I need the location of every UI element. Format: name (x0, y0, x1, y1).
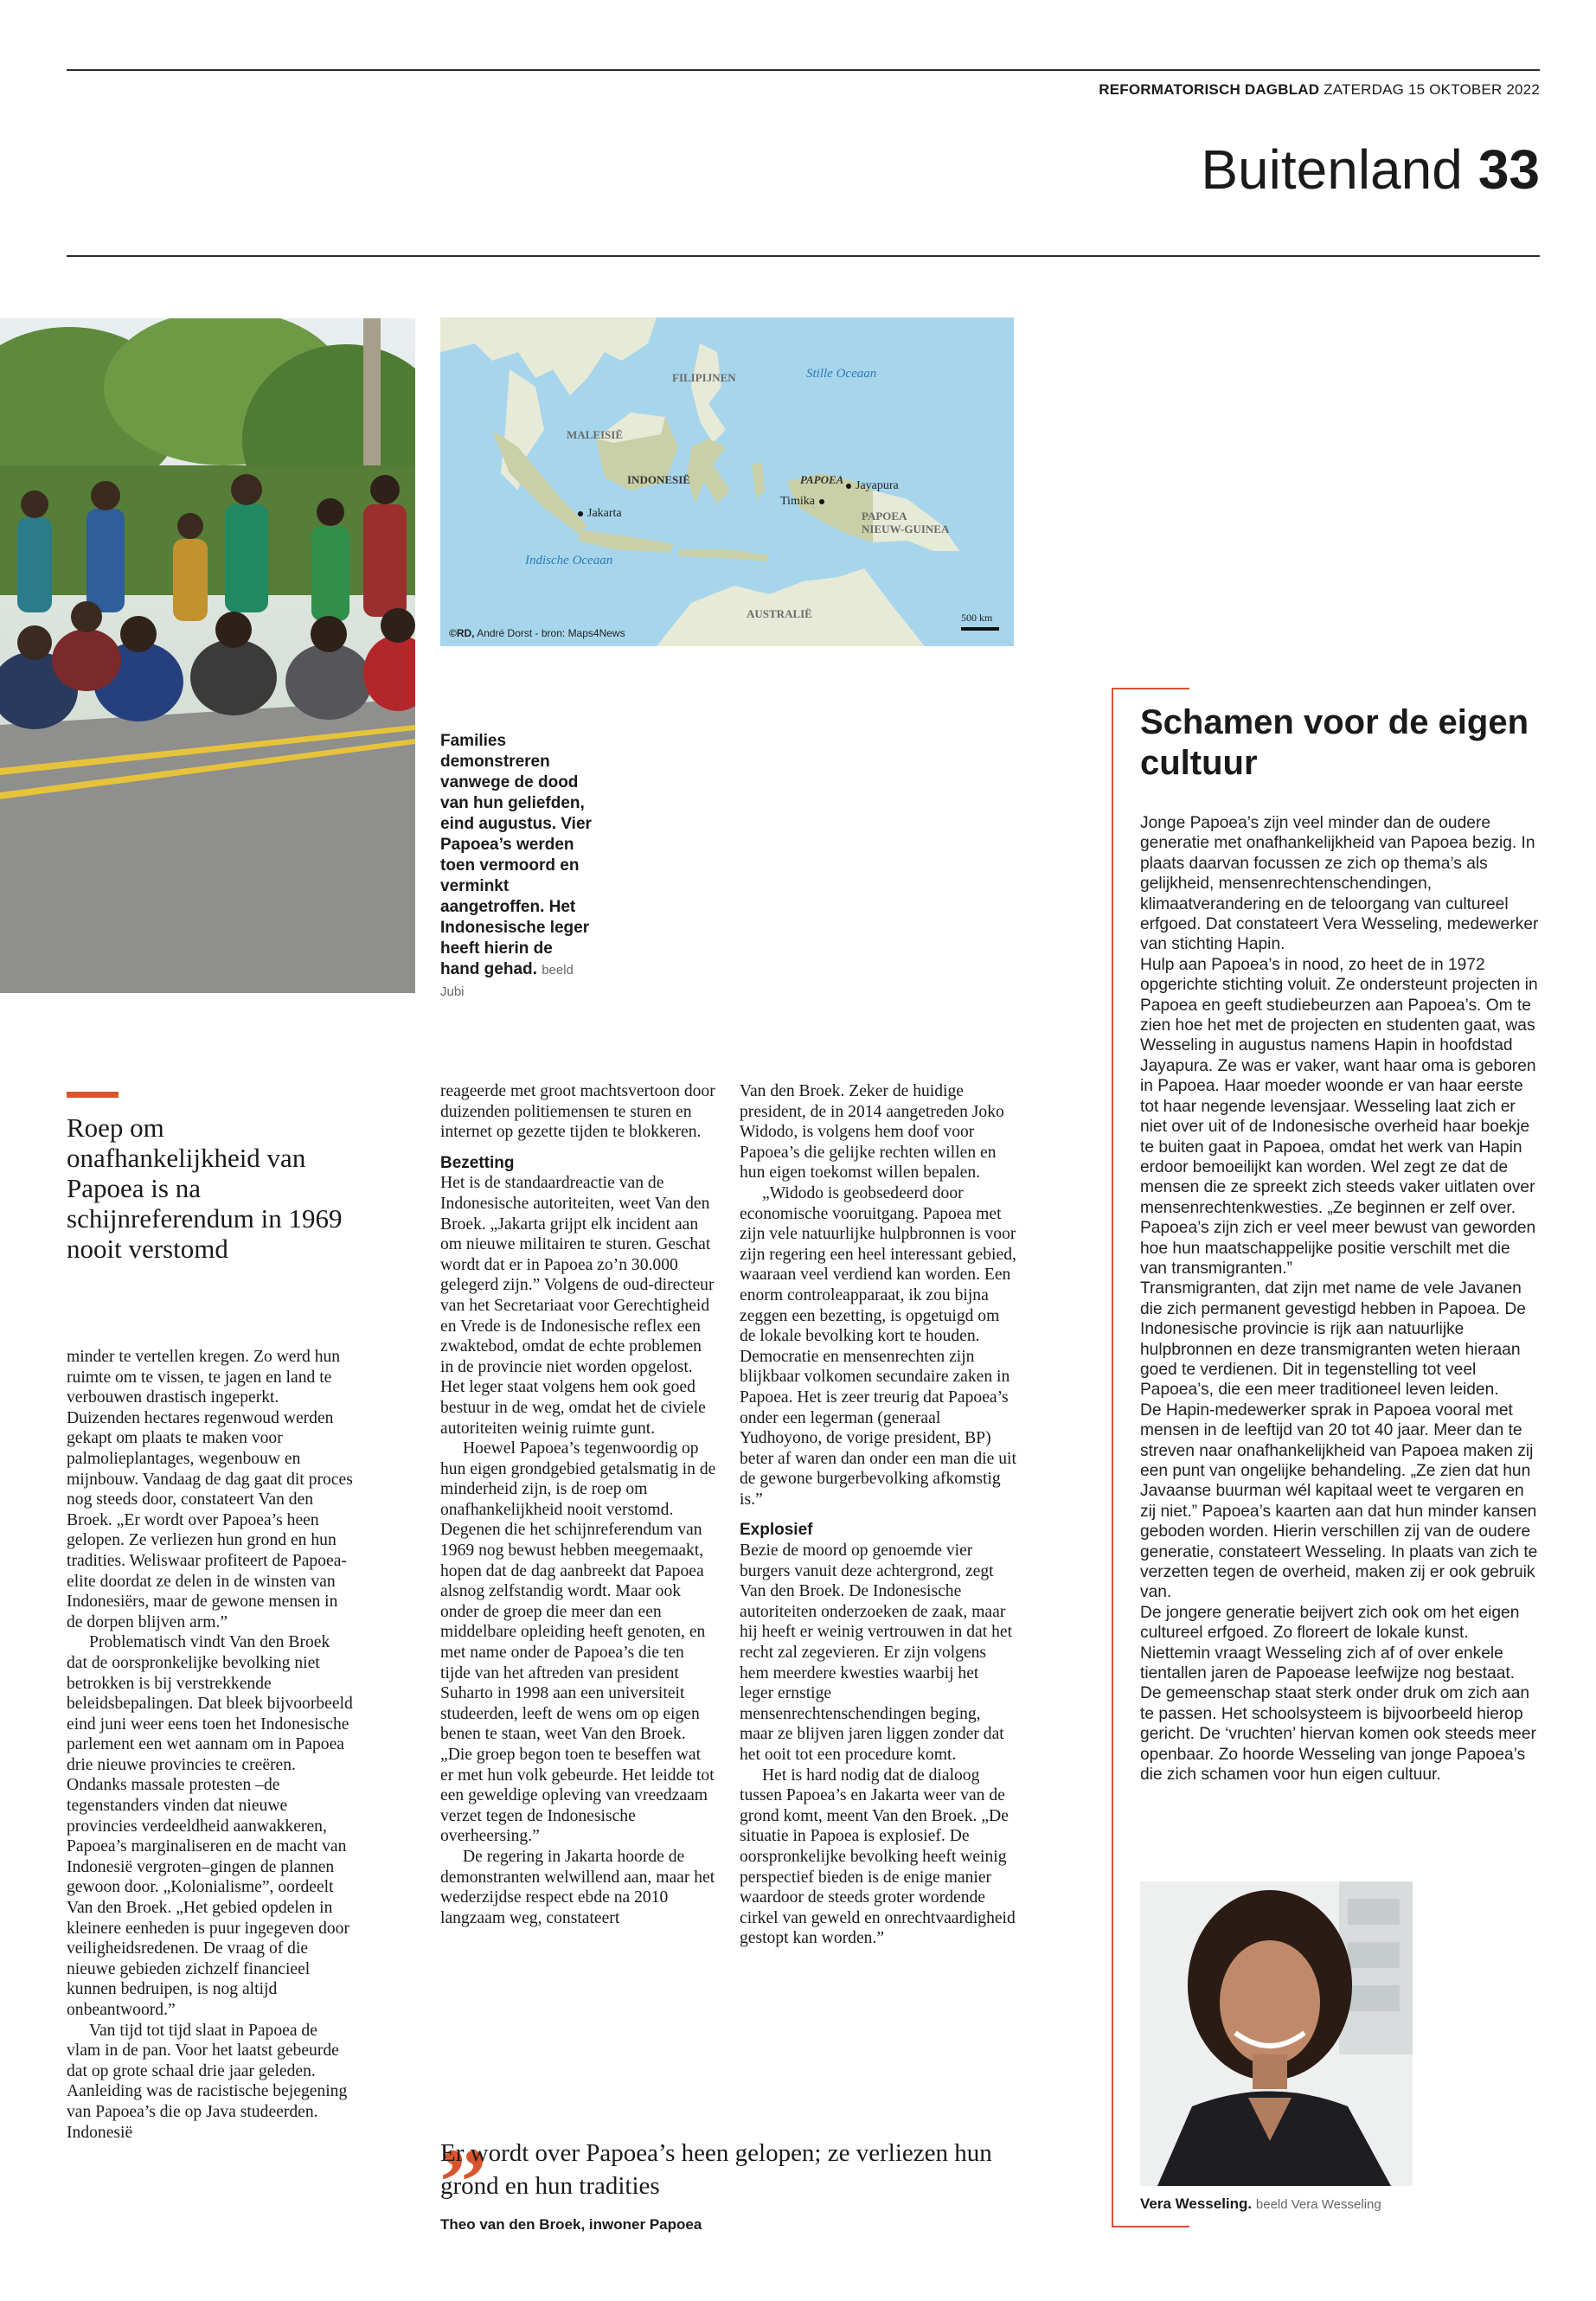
city-dot-icon (578, 511, 583, 516)
article-paragraph: Hoewel Papoea’s tegenwoordig op hun eigen grondgebied getalsmatig in de minderheid zijn, is de roep om onafhankelijkheid nooit verstomd. Degenen die het schijnreferendum van 1969 nog bewust hebben meegemaakt, hopen dat de dag aanbreekt dat Papoea alsnog zelfstandig wordt. Maar ook onder de groep die meer dan een middelbare opleiding heeft genoten, en met name onder de Papoea’s die ten tijde van het aftreden van president Suharto in 1998 aan een universiteit studeerden, leeft de wens om op eigen benen te staan, weet Van den Broek. „Die groep begon toen te beseffen wat er met hun volk gebeurde. Het leidde tot een geweldige opleving van vreedzaam verzet tegen de Indonesische overheersing.” (440, 1439, 716, 1846)
map-label-png: PAPOEA NIEUW-GUINEA (862, 510, 950, 535)
issue-date: ZATERDAG 15 OKTOBER 2022 (1324, 81, 1540, 98)
article-paragraph: Bezie de moord op genoemde vier burgers vanuit deze achtergrond, zegt Van den Broek. De Indonesische autoriteiten onderzoeken de zaak, maar hij heeft er weinig vertrouwen in dat het recht zal zegevieren. Er zijn volgens hem meerdere kwesties waarbij het leger ernstige mensenrechtenschendingen beging, maar ze blijven jaren liggen zonder dat het ooit tot een procedure komt. (740, 1541, 1013, 1764)
article-paragraph: Van tijd tot tijd slaat in Papoea de vlam in de pan. Voor het laatst gebeurde dat op grote schaal drie jaar geleden. Aanleiding was de racistische bejegening van Papoea’s die op Java studeerden. Indonesië (67, 2021, 348, 2142)
map-credit: ©RD, André Dorst - bron: Maps4News (449, 627, 625, 639)
sidebar-paragraph: De jongere generatie beijvert zich ook om het eigen cultureel erfgoed. Zo floreert de lokale kunst. Niettemin vraagt Wesseling zich af of over enkele tientallen jaren de Papoease leefwijze nog bestaat. De gemeenschap staat sterk onder druk om zich aan te passen. Het schoolsysteem is bijvoorbeeld hierop gericht. De ‘vruchten’ hiervan komen ook steeds meer openbaar. Zo hoorde Wesseling van jonge Papoea’s die zich schamen voor hun eigen cultuur. (1140, 1603, 1536, 1785)
portrait-credit: beeld Vera Wesseling (1255, 2197, 1381, 2212)
article-paragraph: De regering in Jakarta hoorde de demonstranten welwillend aan, maar het wederzijdse respect ebde na 2010 langzaam weg, constateert (440, 1847, 715, 1927)
article-paragraph: Het is de standaardreactie van de Indonesische autoriteiten, weet Van den Broek. „Jakarta grijpt elk incident aan om nieuwe militairen te sturen. Geschat wordt dat er in Papoea zo’n 30.000 gelegerd zijn.” Volgens de oud-directeur van het Secretariaat voor Gerechtigheid en Vrede is de Indonesische reflex een zwaktebod, omdat de echte problemen in de provincie niet worden opgelost. Het leger staat volgens hem ook goed bestuur in de weg, omdat het de civiele autoriteiten weinig ruimte gunt. (440, 1174, 715, 1438)
sidebar-paragraph: Hulp aan Papoea’s in nood, zo heet de in 1972 opgerichte stichting voluit. Ze ondersteunt projecten in Papoea en geeft studiebeurzen aan Papoea’s. Om te zien hoe het met de projecten en studenten gaat, was Wesseling in augustus namens Hapin in hoofdstad Jayapura. Ze was er vaker, want haar oma is geboren in Papoea. Haar moeder woonde er van haar eerste tot haar negende levensjaar. Wesseling laat zich er niet over uit of de Indonesische overheid haar boekje te buiten gaat in Papoea, omdat het werk van Hapin erdoor bemoeilijkt kan worden. Wel zegt ze dat de mensen die ze spreekt zich steeds vaker uitlaten over mensenrechtenkwesties. „Ze beginnen er zelf over. Papoea’s zijn zich er veel meer bewust van geworden hoe hun maatschappelijke positie verschilt met die van transmigranten.” (1140, 955, 1538, 1278)
article-paragraph: minder te vertellen kregen. Zo werd hun ruimte om te vissen, te jagen en land te verbouwen drastisch ingeperkt. Duizenden hectares regenwoud werden gekapt om plaats te maken voor palmolieplantages, wegenbouw en mijnbouw. Vandaag de dag gaat dit proces nog steeds door, constateert Van den Broek. „Er wordt over Papoea’s heen gelopen. Ze verliezen hun grond en hun tradities. Weliswaar profiteert de Papoea-elite doordat ze delen in de winsten van Indonesiërs, maar de gewone mensen in de dorpen blijven arm.” (67, 1348, 353, 1631)
article-paragraph: Van den Broek. Zeker de huidige president, de in 2014 aangetreden Joko Widodo, is volgens hem doof voor Papoea’s die gelijke rechten willen en hun eigen toekomst willen bepalen. (740, 1082, 1004, 1183)
sidebar-paragraph: Transmigranten, dat zijn met name de vele Javanen die zich permanent gevestigd hebben in Papoea. De Indonesische provincie is rijk aan natuurlijke hulpbronnen en deze transmigranten weten hieraan goed te verdienen. Dit in tegenstelling tot veel Papoea’s, die een meer traditioneel leven leiden. (1140, 1279, 1526, 1400)
map-label-indische-oceaan: Indische Oceaan (525, 554, 613, 567)
map-label-australie: AUSTRALIË (747, 607, 812, 620)
header-rule (67, 255, 1540, 257)
map-label-stille-oceaan: Stille Oceaan (806, 367, 877, 381)
pull-quote-source: Theo van den Broek, inwoner Papoea (440, 2216, 702, 2233)
masthead (1099, 81, 1540, 99)
map-scale-label: 500 km (961, 612, 993, 624)
publication-name: REFORMATORISCH DAGBLAD (1099, 81, 1320, 98)
sidebar-title: Schamen voor de eigen cultuur (1140, 703, 1529, 782)
map-city-jakarta: Jakarta (578, 507, 622, 521)
article-paragraph: „Widodo is geobsedeerd door economische vooruitgang. Papoea met zijn vele natuurlijke hulpbronnen is voor zijn regering een heel interessant gebied, waaraan veel verdiend kan worden. Een enorm controleapparaat, ik zou bijna zeggen een bezetting, is opgetuigd om de lokale bevolking kort te houden. Democratie en mensenrechten zijn blijkbaar volkomen secundaire zaken in Papoea. Het is zeer treurig dat Papoea’s onder een legerman (generaal Yudhoyono, de vorige president, BP) beter af waren dan onder een man die uit de gewone burgerbevolking afkomstig is.” (740, 1183, 1016, 1509)
pull-quote: Er wordt over Papoea’s heen gelopen; ze verliezen hun grond en hun tradities (440, 2139, 992, 2200)
section-name: Buitenland (1201, 138, 1463, 201)
city-dot-icon (846, 484, 851, 489)
sidebar-paragraph: De Hapin-medewerker sprak in Papoea vooral met mensen in de leeftijd van 20 tot 40 jaar. Meer dan te streven naar onafhankelijkheid van Papoea maken zij een punt van ongelijke behandeling. „Ze zien dat hun Javaanse buurman wél kapitaal weet te vergaren en zij niet.” Papoea’s kaarten aan dat hun minder kansen geboden worden. Hierin verschillen zij van de oudere generatie, constateert Wesseling. In plaats van zich te verzetten tegen de overheid, maken zij er ook gebruik van. (1140, 1400, 1538, 1602)
photo-credit: beeld Jubi (440, 963, 574, 999)
news-photo (0, 318, 415, 993)
map-label-papoea: PAPOEA (800, 473, 844, 486)
map-label-maleisie: MALEISIË (567, 428, 624, 441)
sidebar-paragraph: Jonge Papoea’s zijn veel minder dan de oudere generatie met onafhankelijkheid van Papoea bezig. In plaats daarvan focussen ze zich op thema’s als gelijkheid, mensenrechtenschendingen, klimaatverandering en de teloorgang van cultureel erfgoed. Dat constateert Vera Wesseling, medewerker van stichting Hapin. (1140, 814, 1539, 954)
article-paragraph: Problematisch vindt Van den Broek dat de oorspronkelijke bevolking niet betrokken is bij verstrekkende beleidsbepalingen. Dat bleek bijvoorbeeld eind juni weer eens toen het Indonesische parlement een wet aannam om in Papoea drie nieuwe provincies te creëren. Ondanks massale protesten –de tegenstanders vinden dat nieuwe provincies verdeeldheid aanwakkeren, Papoea’s marginaliseren en de macht van Indonesië vergroten–gingen de plannen gewoon door. „Kolonialisme”, oordeelt Van den Broek. „Het gebied opdelen in kleinere eenheden is puur ingegeven door veiligheidsredenen. De vraag of die nieuwe gebieden zichzelf financieel kunnen bedruipen, is nog altijd onbeantwoord.” (67, 1633, 353, 2019)
section-heading (1201, 138, 1540, 201)
portrait-photo (1140, 1881, 1413, 2186)
subheading-bezetting: Bezetting (440, 1153, 515, 1172)
article-paragraph: reageerde met groot machtsvertoon door duizenden politiemensen te sturen en internet op gezette tijden te blokkeren. (440, 1082, 715, 1142)
article-paragraph: Het is hard nodig dat de dialoog tussen Papoea’s en Jakarta weer van de grond komt, meent Van den Broek. „De situatie in Papoea is explosief. De oorspronkelijke bevolking heeft weinig perspectief bieden is de enige manier waardoor de steeds groter wordende cirkel van geweld en onrechtvaardigheid gestopt kan worden.” (740, 1766, 1016, 1948)
city-dot-icon (819, 499, 824, 504)
region-map (440, 317, 1014, 646)
map-label-filipijnen: FILIPIJNEN (672, 371, 736, 384)
kicker-bar (67, 1092, 119, 1098)
photo-caption (440, 731, 596, 1003)
quote-mark-icon: „ (440, 2080, 488, 2185)
top-rule (67, 69, 1540, 71)
subheading-explosief: Explosief (740, 1521, 813, 1540)
article-column-3 (740, 1081, 1016, 1949)
sidebar-body (1140, 813, 1540, 1785)
sidebar-border-top (1112, 688, 1189, 689)
sidebar-border-bottom (1112, 2226, 1189, 2227)
map-city-jayapura: Jayapura (846, 479, 899, 493)
map-city-timika: Timika (780, 495, 829, 509)
sidebar-border (1112, 688, 1113, 2227)
article-headline: Roep om onafhankelijkheid van Papoea is na schijnreferendum in 1969 nooit verstomd (67, 1112, 343, 1264)
page-number: 33 (1477, 138, 1540, 201)
article-column-1 (67, 1347, 354, 2143)
article-column-2 (440, 1081, 717, 1928)
map-label-indonesie: INDONESIË (627, 473, 690, 486)
portrait-caption (1140, 2195, 1381, 2213)
photo-caption-text: Families demonstreren vanwege de dood van hun geliefden, eind augustus. Vier Papoea’s werden toen vermoord en verminkt aangetroffen. Het Indonesische leger heeft hierin de hand gehad. (440, 732, 592, 978)
portrait-name: Vera Wesseling. (1140, 2195, 1253, 2212)
